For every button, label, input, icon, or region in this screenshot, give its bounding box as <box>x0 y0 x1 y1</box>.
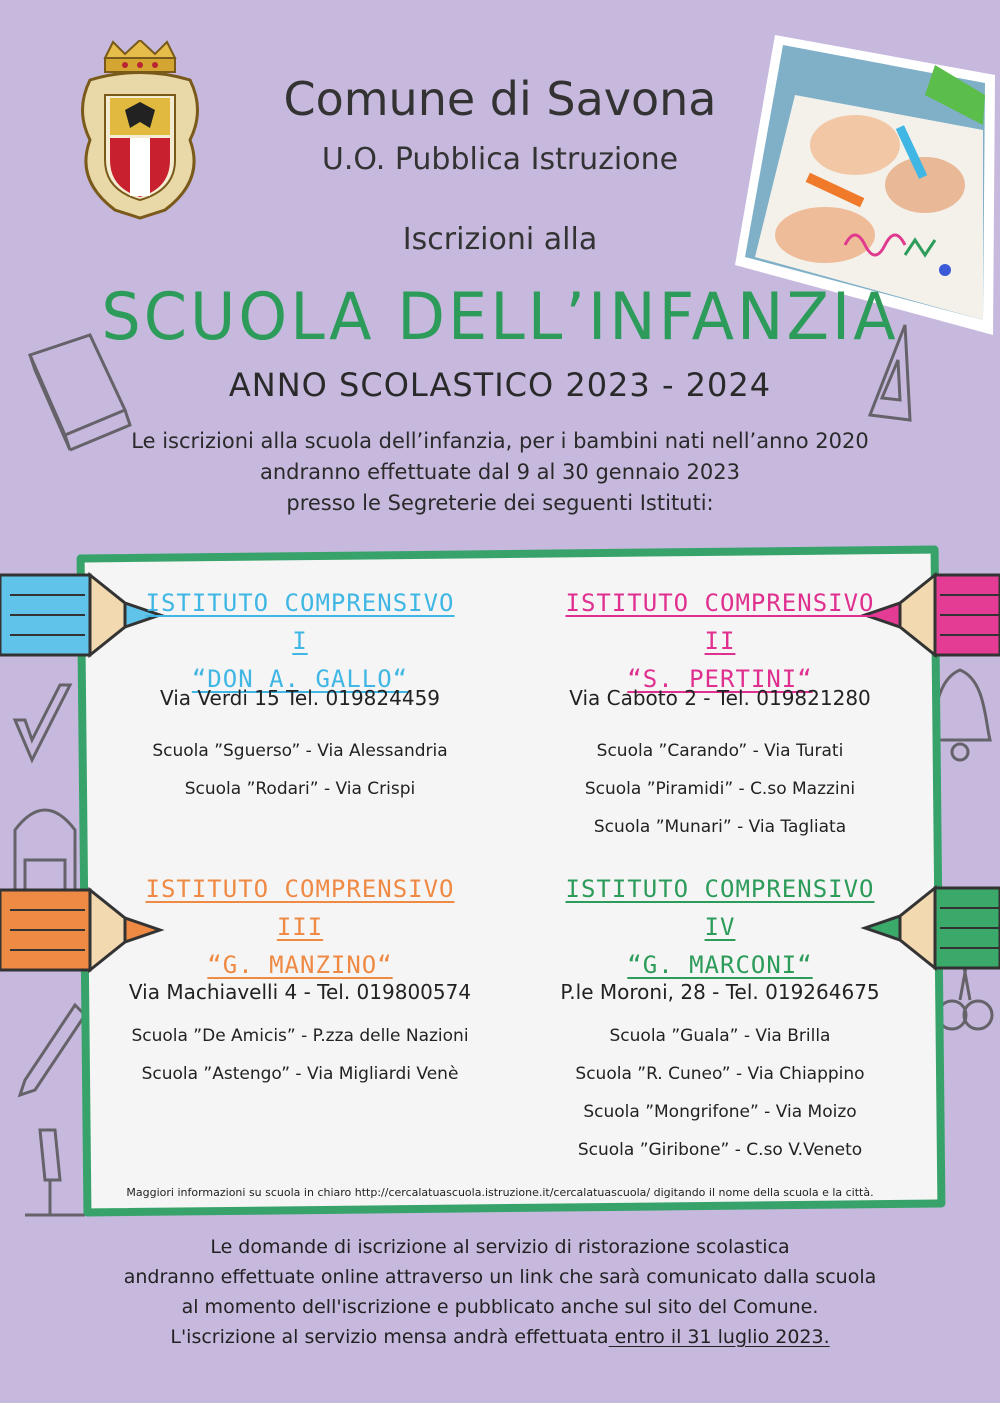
school-item: Scuola ”Munari” - Via Tagliata <box>593 817 847 837</box>
institute-3-schools <box>90 1017 510 1093</box>
institute-4-schools <box>520 1017 920 1169</box>
institute-2-schools <box>530 732 910 846</box>
school-item: Scuola ”De Amicis” - P.zza delle Nazioni <box>131 1026 469 1046</box>
school-item: Scuola ”Astengo” - Via Migliardi Venè <box>141 1064 459 1084</box>
school-item: Scuola ”R. Cuneo” - Via Chiappino <box>575 1064 865 1084</box>
institute-1-title-line-2: “DON A. GALLO“ <box>191 665 409 693</box>
intro-text <box>80 426 920 519</box>
institute-1-schools <box>110 732 490 808</box>
institute-4-title-line-1: ISTITUTO COMPRENSIVO IV <box>565 875 875 941</box>
outro-line-4 <box>50 1322 950 1352</box>
institute-2-title <box>560 584 880 698</box>
pencil-doodle-icon <box>15 1000 85 1100</box>
checkmark-doodle-icon <box>10 680 80 770</box>
institute-3-title-line-1: ISTITUTO COMPRENSIVO III <box>145 875 455 941</box>
school-item: Scuola ”Carando” - Via Turati <box>596 741 844 761</box>
institute-4-title-line-2: “G. MARCONI“ <box>627 951 813 979</box>
microscope-doodle-icon <box>20 1120 90 1220</box>
institute-2-title-line-1: ISTITUTO COMPRENSIVO II <box>565 589 875 655</box>
institute-1-title-line-1: ISTITUTO COMPRENSIVO I <box>145 589 455 655</box>
school-item: Scuola ”Guala” - Via Brilla <box>609 1026 831 1046</box>
intro-line-3: presso le Segreterie dei seguenti Istituti: <box>286 491 714 515</box>
intro-label: Iscrizioni alla <box>402 222 598 257</box>
institute-3-address: Via Machiavelli 4 - Tel. 019800574 <box>128 980 472 1004</box>
outro-deadline: entro il 31 luglio 2023. <box>608 1326 830 1348</box>
page-subtitle: U.O. Pubblica Istruzione <box>321 142 679 177</box>
page-title: Comune di Savona <box>283 72 717 126</box>
institute-4-title <box>555 870 885 984</box>
school-item: Scuola ”Mongrifone” - Via Moizo <box>583 1102 857 1122</box>
main-title: SCUOLA DELL’INFANZIA <box>101 278 899 355</box>
intro-line-2: andranno effettuate dal 9 al 30 gennaio 2023 <box>260 460 740 484</box>
institute-1-title <box>140 584 460 698</box>
institute-3-title <box>130 870 470 984</box>
outro-text <box>50 1232 950 1352</box>
school-item: Scuola ”Sguerso” - Via Alessandria <box>152 741 448 761</box>
institute-2-address: Via Caboto 2 - Tel. 019821280 <box>569 686 871 710</box>
outro-line-3: al momento dell'iscrizione e pubblicato anche sul sito del Comune. <box>181 1296 819 1318</box>
pink-pencil-icon <box>860 565 1000 665</box>
school-item: Scuola ”Rodari” - Via Crispi <box>184 779 416 799</box>
outro-line-2: andranno effettuate online attraverso un link che sarà comunicato dalla scuola <box>123 1266 877 1288</box>
institute-2-title-line-2: “S. PERTINI“ <box>627 665 813 693</box>
outro-line-1: Le domande di iscrizione al servizio di ristorazione scolastica <box>210 1236 790 1258</box>
institute-1-address: Via Verdi 15 Tel. 019824459 <box>159 686 441 710</box>
institute-3-title-line-2: “G. MANZINO“ <box>207 951 393 979</box>
institute-4-address: P.le Moroni, 28 - Tel. 019264675 <box>560 980 880 1004</box>
school-year: ANNO SCOLASTICO 2023 - 2024 <box>228 366 772 404</box>
intro-line-1: Le iscrizioni alla scuola dell’infanzia, per i bambini nati nell’anno 2020 <box>131 429 869 453</box>
outro-line-4-prefix: L'iscrizione al servizio mensa andrà effettuata <box>170 1326 609 1348</box>
footnote: Maggiori informazioni su scuola in chiaro http://cercalatuascuola.istruzione.it/cercalatuascuola/ digitando il nome della scuola e la città. <box>126 1186 874 1199</box>
school-item: Scuola ”Piramidi” - C.so Mazzini <box>584 779 856 799</box>
savona-coat-of-arms-logo <box>75 40 205 220</box>
school-item: Scuola ”Giribone” - C.so V.Veneto <box>577 1140 863 1160</box>
